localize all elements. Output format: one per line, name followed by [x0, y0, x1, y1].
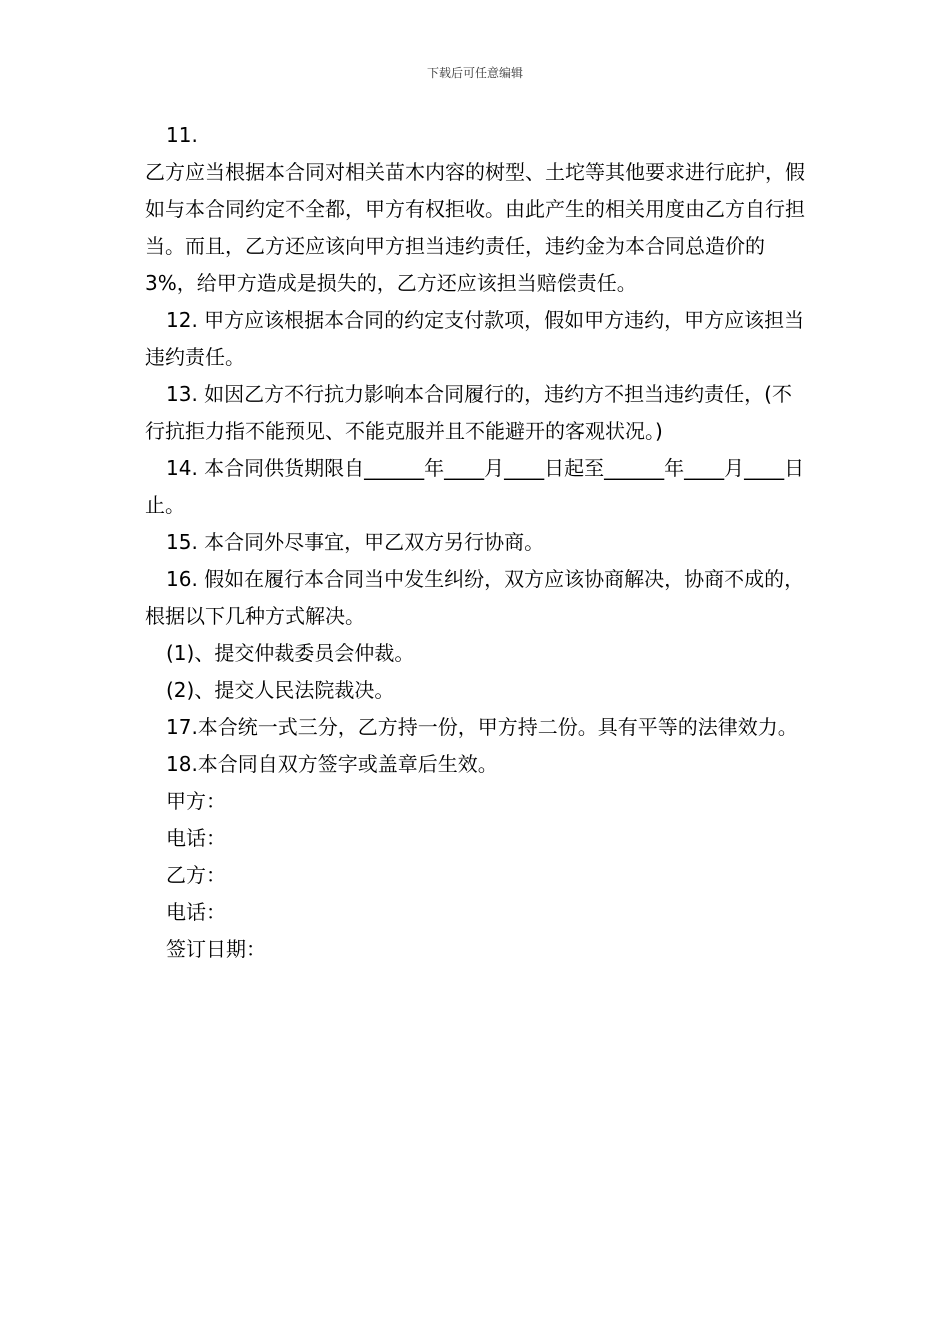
document-body: [145, 117, 810, 968]
clause-16: 16. 假如在履行本合同当中发生纠纷，双方应该协商解决，协商不成的，根据以下几种方式解决。: [145, 567, 805, 628]
clause-11-text: 乙方应当根据本合同对相关苗木内容的树型、土坨等其他要求进行庇护，假如与本合同约定不全都，甲方有权拒收。由此产生的相关用度由乙方自行担当。而且，乙方还应该向甲方担当违约责任，违约金为本合同总造价的3%，给甲方造成是损失的，乙方还应该担当赔偿责任。: [145, 160, 805, 295]
clause-12: 12. 甲方应该根据本合同的约定支付款项，假如甲方违约，甲方应该担当违约责任。: [145, 308, 805, 369]
clause-16-option-1: (1)、提交仲裁委员会仲裁。: [166, 641, 415, 665]
signature-block: [145, 783, 810, 968]
clause-13: 13. 如因乙方不行抗力影响本合同履行的，违约方不担当违约责任，(不行抗拒力指不能预见、不能克服并且不能避开的客观状况。): [145, 382, 792, 443]
clause-15: 15. 本合同外尽事宜，甲乙双方另行协商。: [166, 530, 545, 554]
party-a-label: 甲方：: [166, 789, 226, 813]
party-b-phone-label: 电话：: [166, 900, 226, 924]
signing-date-label: 签订日期：: [166, 937, 266, 961]
clause-16-option-2: (2)、提交人民法院裁决。: [166, 678, 395, 702]
clause-18: 18.本合同自双方签字或盖章后生效。: [166, 752, 498, 776]
clause-14: 14. 本合同供货期限自______年____月____日起至______年____月____日止。: [145, 456, 805, 517]
clause-17: 17.本合统一式三分，乙方持一份，甲方持二份。具有平等的法律效力。: [166, 715, 798, 739]
party-b-label: 乙方：: [166, 863, 226, 887]
party-a-phone-label: 电话：: [166, 826, 226, 850]
page-header: 下载后可任意编辑: [426, 66, 523, 80]
clause-11-number: 11.: [166, 123, 198, 147]
